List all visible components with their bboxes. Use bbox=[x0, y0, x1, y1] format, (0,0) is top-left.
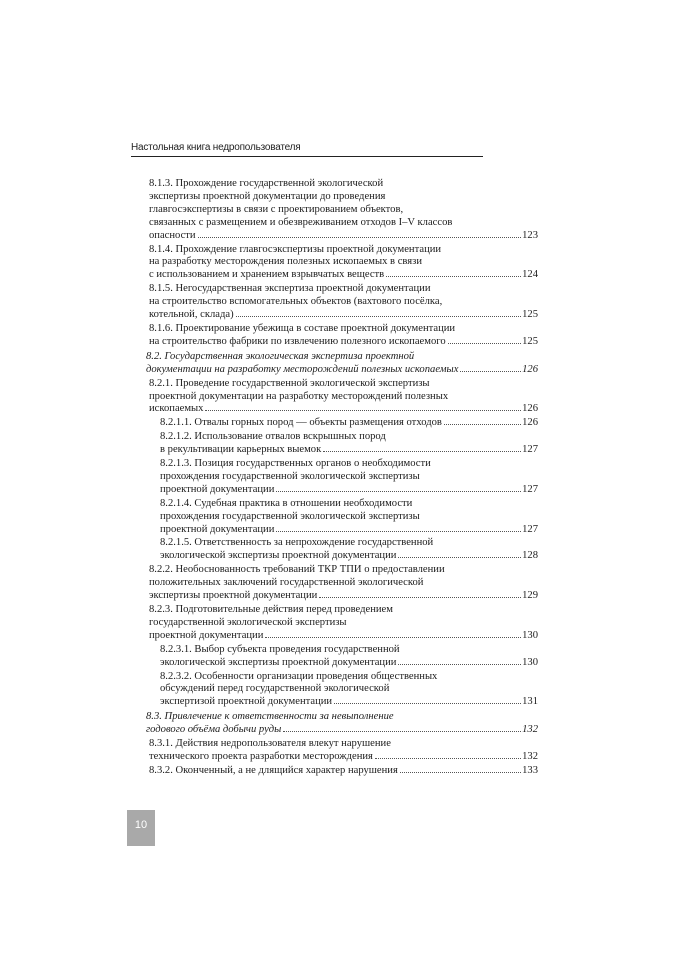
toc-entry bbox=[149, 283, 538, 322]
dot-leader bbox=[319, 597, 521, 598]
toc-page-number: 127 bbox=[522, 483, 538, 495]
toc-entry-text-line: 8.2.3.2. Особенности организации проведения общественных bbox=[160, 670, 438, 682]
toc-entry-text-line: документации на разработку месторождений полезных ископаемых bbox=[146, 363, 459, 375]
toc-entry-text-line: 8.2.1.4. Судебная практика в отношении необходимости bbox=[160, 497, 413, 509]
dot-leader bbox=[276, 531, 521, 532]
toc-entry bbox=[160, 417, 538, 430]
toc-entry-last-line bbox=[149, 765, 538, 778]
toc-entry-text-line: ископаемых bbox=[149, 403, 204, 415]
toc-entry-last-line bbox=[149, 403, 538, 416]
toc-entry-text-line: на строительство фабрики по извлечению полезного ископаемого bbox=[149, 335, 446, 347]
toc-entry-text-line: 8.2.1.2. Использование отвалов вскрышных пород bbox=[160, 431, 386, 443]
toc-entry-last-line bbox=[146, 364, 538, 377]
dot-leader bbox=[265, 637, 521, 638]
toc-page-number: 126 bbox=[522, 363, 538, 375]
toc-entry-last-line bbox=[160, 524, 538, 537]
toc-entry bbox=[149, 738, 538, 764]
toc-entry-last-line bbox=[160, 417, 538, 430]
toc-entry-text-line: 8.2.2. Необоснованность требований ТКР ТПИ о предоставлении bbox=[149, 564, 445, 576]
dot-leader bbox=[444, 424, 521, 425]
toc-entry-text-line: 8.1.5. Негосударственная экспертиза проектной документации bbox=[149, 283, 431, 295]
toc-entry-text-line: с использованием и хранением взрывчатых веществ bbox=[149, 269, 385, 281]
toc-entry bbox=[146, 711, 538, 737]
toc-entry-last-line bbox=[149, 751, 538, 764]
toc-entry-last-line bbox=[149, 269, 538, 282]
toc-entry-text-line: 8.1.4. Прохождение главгосэкспертизы проектной документации bbox=[149, 243, 442, 255]
toc-entry bbox=[149, 178, 538, 243]
toc-entry-text-line: 8.2.1.1. Отвалы горных пород — объекты размещения отходов bbox=[160, 417, 442, 429]
toc-entry-text-line: экспертизы проектной документации bbox=[149, 590, 318, 602]
toc-entry-text-line: опасности bbox=[149, 229, 196, 241]
toc-entry-text-line: 8.2.1.5. Ответственность за непрохождение государственной bbox=[160, 537, 434, 549]
toc-entry-text-line: 8.3. Привлечение к ответственности за невыполнение bbox=[146, 711, 394, 723]
toc-page-number: 132 bbox=[522, 724, 538, 736]
toc-entry-text-line: проектной документации bbox=[149, 629, 264, 641]
toc-entry-text-line: экологической экспертизы проектной документации bbox=[160, 550, 397, 562]
dot-leader bbox=[205, 410, 521, 411]
toc-entry-last-line bbox=[160, 444, 538, 457]
toc-entry bbox=[149, 604, 538, 643]
dot-leader bbox=[198, 237, 522, 238]
toc-entry-text-line: экспертизой проектной документации bbox=[160, 696, 333, 708]
toc-entry-text-line: котельной, склада) bbox=[149, 309, 234, 321]
toc-entry-text-line: положительных заключений государственной экологической bbox=[149, 577, 424, 589]
dot-leader bbox=[236, 316, 522, 317]
toc-entry-last-line bbox=[160, 657, 538, 670]
page-number: 10 bbox=[134, 819, 148, 831]
toc-page-number: 131 bbox=[522, 696, 538, 708]
toc-page-number: 123 bbox=[522, 229, 538, 241]
toc-entry-text-line: связанных с размещением и обезвреживанием отходов I–V классов bbox=[149, 216, 453, 228]
toc-entry bbox=[149, 323, 538, 349]
toc-entry-text-line: 8.2.3.1. Выбор субъекта проведения государственной bbox=[160, 643, 400, 655]
toc-entry-text-line: главгосэкспертизы в связи с проектированием объектов, bbox=[149, 203, 404, 215]
toc-entry-text-line: годового объёма добычи руды bbox=[146, 724, 282, 736]
toc-page-number: 132 bbox=[522, 750, 538, 762]
dot-leader bbox=[283, 731, 521, 732]
toc-page-number: 130 bbox=[522, 629, 538, 641]
toc-page-number: 126 bbox=[522, 417, 538, 429]
toc-entry-last-line bbox=[146, 724, 538, 737]
toc-entry bbox=[149, 378, 538, 417]
toc-entry-last-line bbox=[149, 630, 538, 643]
toc-page-number: 125 bbox=[522, 309, 538, 321]
toc-entry bbox=[160, 498, 538, 537]
toc-entry bbox=[146, 351, 538, 377]
toc-entry-last-line bbox=[149, 309, 538, 322]
dot-leader bbox=[386, 276, 521, 277]
dot-leader bbox=[400, 772, 521, 773]
toc-entry-text-line: 8.2.1.3. Позиция государственных органов о необходимости bbox=[160, 458, 431, 470]
toc-entry bbox=[160, 671, 538, 710]
toc-entry-last-line bbox=[149, 590, 538, 603]
toc-entry bbox=[160, 431, 538, 457]
toc-entry-text-line: экспертизы проектной документации до проведения bbox=[149, 190, 386, 202]
toc-entry-last-line bbox=[149, 230, 538, 243]
dot-leader bbox=[460, 371, 521, 372]
dot-leader bbox=[276, 491, 521, 492]
toc-entry-text-line: проектной документации на разработку месторождений полезных bbox=[149, 390, 449, 402]
toc-entry-text-line: экологической экспертизы проектной документации bbox=[160, 656, 397, 668]
dot-leader bbox=[323, 451, 521, 452]
toc-entry-text-line: проектной документации bbox=[160, 483, 275, 495]
toc-entry-last-line bbox=[160, 696, 538, 709]
toc-entry-text-line: 8.2.3. Подготовительные действия перед проведением bbox=[149, 604, 393, 615]
toc-entry-text-line: в рекультивации карьерных выемок bbox=[160, 444, 322, 456]
toc-entry bbox=[160, 644, 538, 670]
toc-entry-text-line: государственной экологической экспертизы bbox=[149, 616, 347, 628]
toc-entry bbox=[149, 244, 538, 283]
page-number-box bbox=[127, 810, 155, 846]
toc-page-number: 133 bbox=[522, 764, 538, 776]
toc-page-number: 124 bbox=[522, 269, 538, 281]
toc-page-number: 130 bbox=[522, 656, 538, 668]
toc-entry-text-line: на разработку месторождения полезных ископаемых в связи bbox=[149, 256, 423, 268]
toc-entry-last-line bbox=[160, 484, 538, 497]
dot-leader bbox=[334, 703, 521, 704]
toc-entry-text-line: технического проекта разработки месторождения bbox=[149, 750, 373, 762]
toc-entry-text-line: прохождения государственной экологической экспертизы bbox=[160, 470, 420, 482]
toc-entry bbox=[160, 458, 538, 497]
toc-entry-text-line: обсуждений перед государственной экологической bbox=[160, 683, 390, 695]
dot-leader bbox=[398, 664, 521, 665]
toc-page-number: 129 bbox=[522, 590, 538, 602]
dot-leader bbox=[398, 557, 521, 558]
toc-page-number: 128 bbox=[522, 550, 538, 562]
toc-entry-text-line: прохождения государственной экологической экспертизы bbox=[160, 510, 420, 522]
toc-entry-text-line: на строительство вспомогательных объектов (вахтового посёлка, bbox=[149, 296, 443, 308]
toc-entry-text-line: 8.1.3. Прохождение государственной экологической bbox=[149, 178, 384, 189]
dot-leader bbox=[448, 343, 521, 344]
toc-entry-text-line: 8.1.6. Проектирование убежища в составе проектной документации bbox=[149, 322, 456, 334]
toc-entry-text-line: проектной документации bbox=[160, 523, 275, 535]
toc-page-number: 126 bbox=[522, 403, 538, 415]
toc-entry-last-line bbox=[149, 336, 538, 349]
toc-entry-text-line: 8.3.1. Действия недропользователя влекут нарушение bbox=[149, 738, 391, 750]
toc-page-number: 125 bbox=[522, 335, 538, 347]
dot-leader bbox=[375, 758, 521, 759]
toc-entry bbox=[160, 537, 538, 563]
toc-entry bbox=[149, 564, 538, 603]
toc-page-number: 127 bbox=[522, 523, 538, 535]
table-of-contents bbox=[146, 178, 538, 779]
toc-entry-text-line: 8.2. Государственная экологическая экспертиза проектной bbox=[146, 350, 415, 362]
running-header: Настольная книга недропользователя bbox=[131, 142, 483, 157]
toc-entry-last-line bbox=[160, 550, 538, 563]
toc-entry bbox=[149, 765, 538, 778]
toc-entry-text-line: 8.3.2. Оконченный, а не длящийся характер нарушения bbox=[149, 764, 398, 776]
toc-entry-text-line: 8.2.1. Проведение государственной экологической экспертизы bbox=[149, 377, 430, 389]
toc-page-number: 127 bbox=[522, 444, 538, 456]
